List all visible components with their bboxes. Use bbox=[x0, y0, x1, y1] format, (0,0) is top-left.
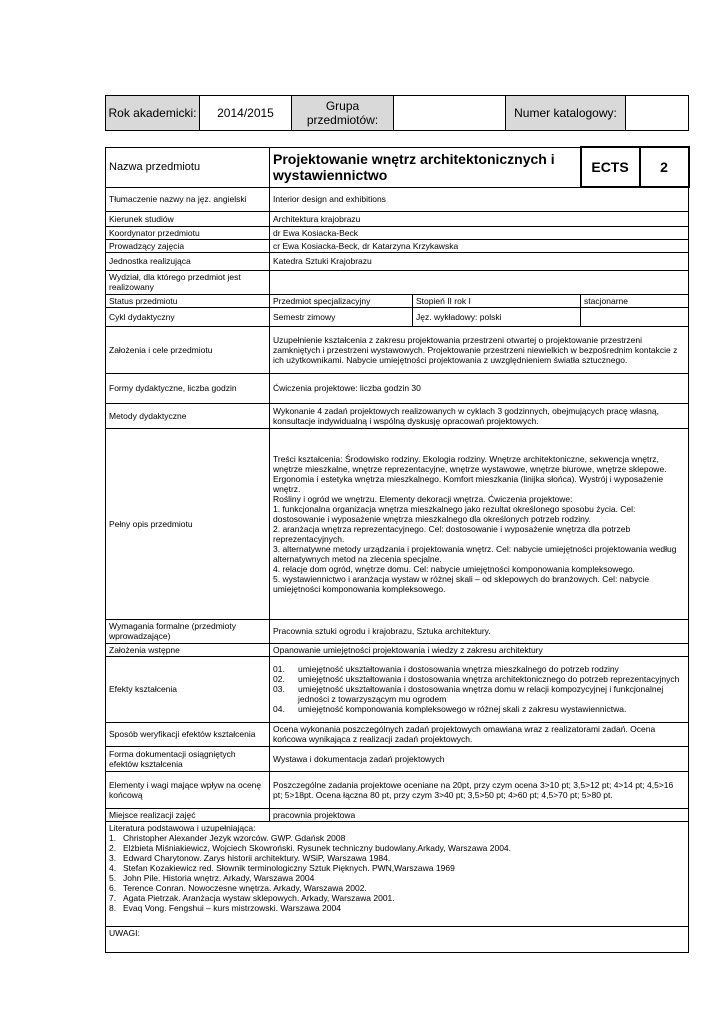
prowadzacy-value: cr Ewa Kosiacka-Beck, dr Katarzyna Krzykawska bbox=[270, 239, 689, 252]
efekty-label: Efekty kształcenia bbox=[106, 656, 270, 722]
kierunek-label: Kierunek studiów bbox=[106, 211, 270, 226]
wydzial-label: Wydział, dla którego przedmiot jest realizowany bbox=[106, 270, 270, 294]
efekt-text: umiejętność ukształtowania i dostosowania wnętrza mieszkalnego do potrzeb rodziny bbox=[298, 664, 619, 674]
lit-number: 5. bbox=[109, 872, 117, 883]
weryfikacja-value: Ocena wykonania poszczególnych zadań projektowych omawiana wraz z realizatorami zadań. Ocena końcowa wynikająca z realizacji zadań projektowych. bbox=[270, 722, 689, 746]
list-item bbox=[109, 863, 685, 873]
course-name-value: Projektowanie wnętrz architektonicznych i wystawiennictwo bbox=[270, 147, 581, 187]
list-item bbox=[273, 684, 685, 704]
list-item bbox=[273, 704, 685, 714]
pelny-opis-line: wnętrze mieszkalne, wnętrze reprezentacyjne, wnętrze wystawowe, wnętrze biurowe, wnętrze sklepowe. bbox=[273, 463, 667, 474]
efekt-text: umiejętność komponowania kompleksowego w różnej skali z zakresu wystawiennictwa. bbox=[298, 704, 627, 714]
list-item bbox=[109, 853, 685, 863]
elementy-label: Elementy i wagi mające wpływ na ocenę końcową bbox=[106, 771, 270, 808]
translation-value: Interior design and exhibitions bbox=[270, 187, 689, 211]
lit-text: John Pile. Historia wnętrz. Arkady, Warszawa 2004 bbox=[123, 872, 315, 883]
numer-value bbox=[626, 96, 689, 131]
jednostka-value: Katedra Sztuki Krajobrazu bbox=[270, 252, 689, 270]
efekt-number: 04. bbox=[273, 704, 285, 714]
status-value-2: Stopień II rok I bbox=[413, 294, 581, 307]
lit-number: 8. bbox=[109, 902, 117, 913]
lit-number: 3. bbox=[109, 852, 117, 863]
pelny-opis-line: 3. alternatywne metody urządzania i projektowania wnętrz. Cel: nabycie umiejętności projektowania według alternatywnych metod na zlecenia specjalne. bbox=[273, 543, 677, 564]
efekt-text: umiejętność ukształtowania i dostosowania wnętrza architektonicznego do potrzeb reprezentacyjnych bbox=[298, 674, 680, 684]
pelny-opis-line: 1. funkcjonalna organizacja wnętrza mieszkalnego jako rezultat określonego sposobu życia. Cel: dostosowanie i wyposażenie wnętrza mieszkalnego dla określonych potrzeb rodziny. bbox=[273, 503, 636, 524]
rok-value: 2014/2015 bbox=[200, 96, 292, 131]
list-item bbox=[109, 833, 685, 843]
lit-number: 4. bbox=[109, 862, 117, 873]
lit-text: Christopher Alexander Jezyk wzorców. GWP. Gdańsk 2008 bbox=[123, 832, 346, 843]
list-item bbox=[109, 873, 685, 883]
pelny-opis-value bbox=[270, 428, 689, 619]
grupa-value bbox=[394, 96, 506, 131]
pelny-opis-line: Ergonomia i estetyka wnętrza mieszkalnego. Komfort mieszkania (linijka słońca). Wystrój i wyposażenie wnętrz. bbox=[273, 473, 664, 494]
miejsce-value: pracownia projektowa bbox=[270, 808, 689, 821]
zalozenia-wstepne-label: Założenia wstępne bbox=[106, 643, 270, 656]
pelny-opis-line: Rośliny i ogród we wnętrzu. Elementy dekoracji wnętrza. Ćwiczenia projektowe: bbox=[273, 493, 573, 504]
efekt-number: 01. bbox=[273, 664, 285, 674]
status-value-3: stacjonarne bbox=[581, 294, 689, 307]
efekt-text: umiejętność ukształtowania i dostosowania wnętrza domu w relacji kompozycyjnej i funkcjonalnej jedności z towarzyszącym mu ogrodem bbox=[298, 684, 664, 704]
lit-number: 2. bbox=[109, 842, 117, 853]
metody-value: Wykonanie 4 zadań projektowych realizowanych w cyklach 3 godzinnych, obejmujących pracę własną, konsultacje indywidualną i wspólną dyskusję opracowań projektowych. bbox=[270, 403, 689, 428]
cykl-value-2: Jęz. wykładowy: polski bbox=[413, 307, 581, 326]
koordynator-label: Koordynator przedmiotu bbox=[106, 226, 270, 239]
lit-text: Evaq Vong. Fengshui – kurs mistrzowski. Warszawa 2004 bbox=[123, 902, 341, 913]
miejsce-label: Miejsce realizacji zajęć bbox=[106, 808, 270, 821]
lit-text: Elżbieta Miśniakiewicz, Wojciech Skowroński. Rysunek techniczny budowlany.Arkady, Warszawa 2004. bbox=[123, 842, 512, 853]
weryfikacja-label: Sposób weryfikacji efektów kształcenia bbox=[106, 722, 270, 746]
efekty-list bbox=[273, 664, 685, 714]
lit-text: Stefan Kozakiewicz red. Słownik terminologiczny Sztuk Pięknych. PWN,Warszawa 1969 bbox=[123, 862, 455, 873]
lit-number: 1. bbox=[109, 832, 117, 843]
elementy-value: Poszczególne zadania projektowe oceniane na 20pt, przy czym ocena 3>10 pt; 3,5>12 pt; 4>14 pt; 4,5>16 pt; 5>18pt. Ocena łączna 80 pt, przy czym 3>40 pt; 3,5>50 pt; 4>60 pt; 4,5>70 pt; 5>80 pt. bbox=[270, 771, 689, 808]
ects-value: 2 bbox=[640, 147, 689, 187]
list-item bbox=[109, 893, 685, 903]
prowadzacy-label: Prowadzący zajęcia bbox=[106, 239, 270, 252]
cykl-value-1: Semestr zimowy bbox=[270, 307, 413, 326]
numer-label: Numer katalogowy: bbox=[506, 96, 626, 131]
literatura-cell bbox=[106, 821, 689, 926]
ects-label: ECTS bbox=[581, 147, 640, 187]
list-item bbox=[109, 883, 685, 893]
translation-label: Tłumaczenie nazwy na jęz. angielski bbox=[106, 187, 270, 211]
zalozenia-value: Uzupełnienie kształcenia z zakresu projektowania przestrzeni otwartej o projektowanie przestrzeni zamkniętych i przestrzeni wystawowych. Projektowanie przestrzeni niewielkich w bezpośrednim kontakcie z ich użytkownikami. Nabycie umiejętności projektowania z uwzględnieniem światła sztucznego. bbox=[270, 326, 689, 373]
lit-text: Edward Charytonow. Zarys historii architektury. WSiP, Warszawa 1984. bbox=[123, 852, 391, 863]
grupa-label: Grupa przedmiotów: bbox=[292, 96, 394, 131]
kierunek-value: Architektura krajobrazu bbox=[270, 211, 689, 226]
jednostka-label: Jednostka realizująca bbox=[106, 252, 270, 270]
list-item bbox=[109, 903, 685, 913]
pelny-opis-line: 4. relacje dom ogród, wnętrze domu. Cel: nabycie umiejętności komponowania kompleksowego. bbox=[273, 563, 635, 574]
course-name-label: Nazwa przedmiotu bbox=[106, 147, 270, 187]
metody-label: Metody dydaktyczne bbox=[106, 403, 270, 428]
zalozenia-label: Założenia i cele przedmiotu bbox=[106, 326, 270, 373]
pelny-opis-line: Treści kształcenia: Środowisko rodziny. Ekologia rodziny. Wnętrze architektoniczne, sekwencja wnętrz, bbox=[273, 453, 659, 464]
list-item bbox=[273, 674, 685, 684]
wymagania-value: Pracownia sztuki ogrodu i krajobrazu, Sztuka architektury. bbox=[270, 619, 689, 643]
list-item bbox=[273, 664, 685, 674]
lit-number: 6. bbox=[109, 882, 117, 893]
zalozenia-wstepne-value: Opanowanie umiejętności projektowania i wiedzy z zakresu architektury bbox=[270, 643, 689, 656]
pelny-opis-label: Pełny opis przedmiotu bbox=[106, 428, 270, 619]
header-table bbox=[105, 95, 689, 131]
lit-number: 7. bbox=[109, 892, 117, 903]
koordynator-value: dr Ewa Kosiacka-Beck bbox=[270, 226, 689, 239]
efekt-number: 03. bbox=[273, 684, 285, 694]
wymagania-label: Wymagania formalne (przedmioty wprowadzające) bbox=[106, 619, 270, 643]
status-label: Status przedmiotu bbox=[106, 294, 270, 307]
efekty-value bbox=[270, 656, 689, 722]
lit-text: Terence Conran. Nowoczesne wnętrza. Arkady, Warszawa 2002. bbox=[123, 882, 367, 893]
efekt-number: 02. bbox=[273, 674, 285, 684]
literatura-title: Literatura podstawowa i uzupełniająca: bbox=[109, 822, 256, 833]
dokumentacja-label: Forma dokumentacji osiągniętych efektów kształcenia bbox=[106, 746, 270, 771]
list-item bbox=[109, 843, 685, 853]
cykl-value-3 bbox=[581, 307, 689, 326]
dokumentacja-value: Wystawa i dokumentacja zadań projektowych bbox=[270, 746, 689, 771]
formy-value: Ćwiczenia projektowe: liczba godzin 30 bbox=[270, 373, 689, 403]
cykl-label: Cykl dydaktyczny bbox=[106, 307, 270, 326]
wydzial-value bbox=[270, 270, 689, 294]
pelny-opis-line: 2. aranżacja wnętrza reprezentacyjnego. Cel: dostosowanie i wyposażenie wnętrza dla potrzeb reprezentacyjnych. bbox=[273, 523, 631, 544]
status-value-1: Przedmiot specjalizacyjny bbox=[270, 294, 413, 307]
uwagi-cell: UWAGI: bbox=[106, 926, 689, 952]
lit-text: Agata Pietrzak. Aranżacja wystaw sklepowych. Arkady, Warszawa 2001. bbox=[123, 892, 395, 903]
rok-label: Rok akademicki: bbox=[106, 96, 200, 131]
formy-label: Formy dydaktyczne, liczba godzin bbox=[106, 373, 270, 403]
course-card-table bbox=[105, 146, 690, 953]
pelny-opis-line: 5. wystawiennictwo i aranżacja wystaw w różnej skali – od sklepowych do branżowych. Cel: nabycie umiejętności komponowania kompleksowego. bbox=[273, 573, 650, 594]
